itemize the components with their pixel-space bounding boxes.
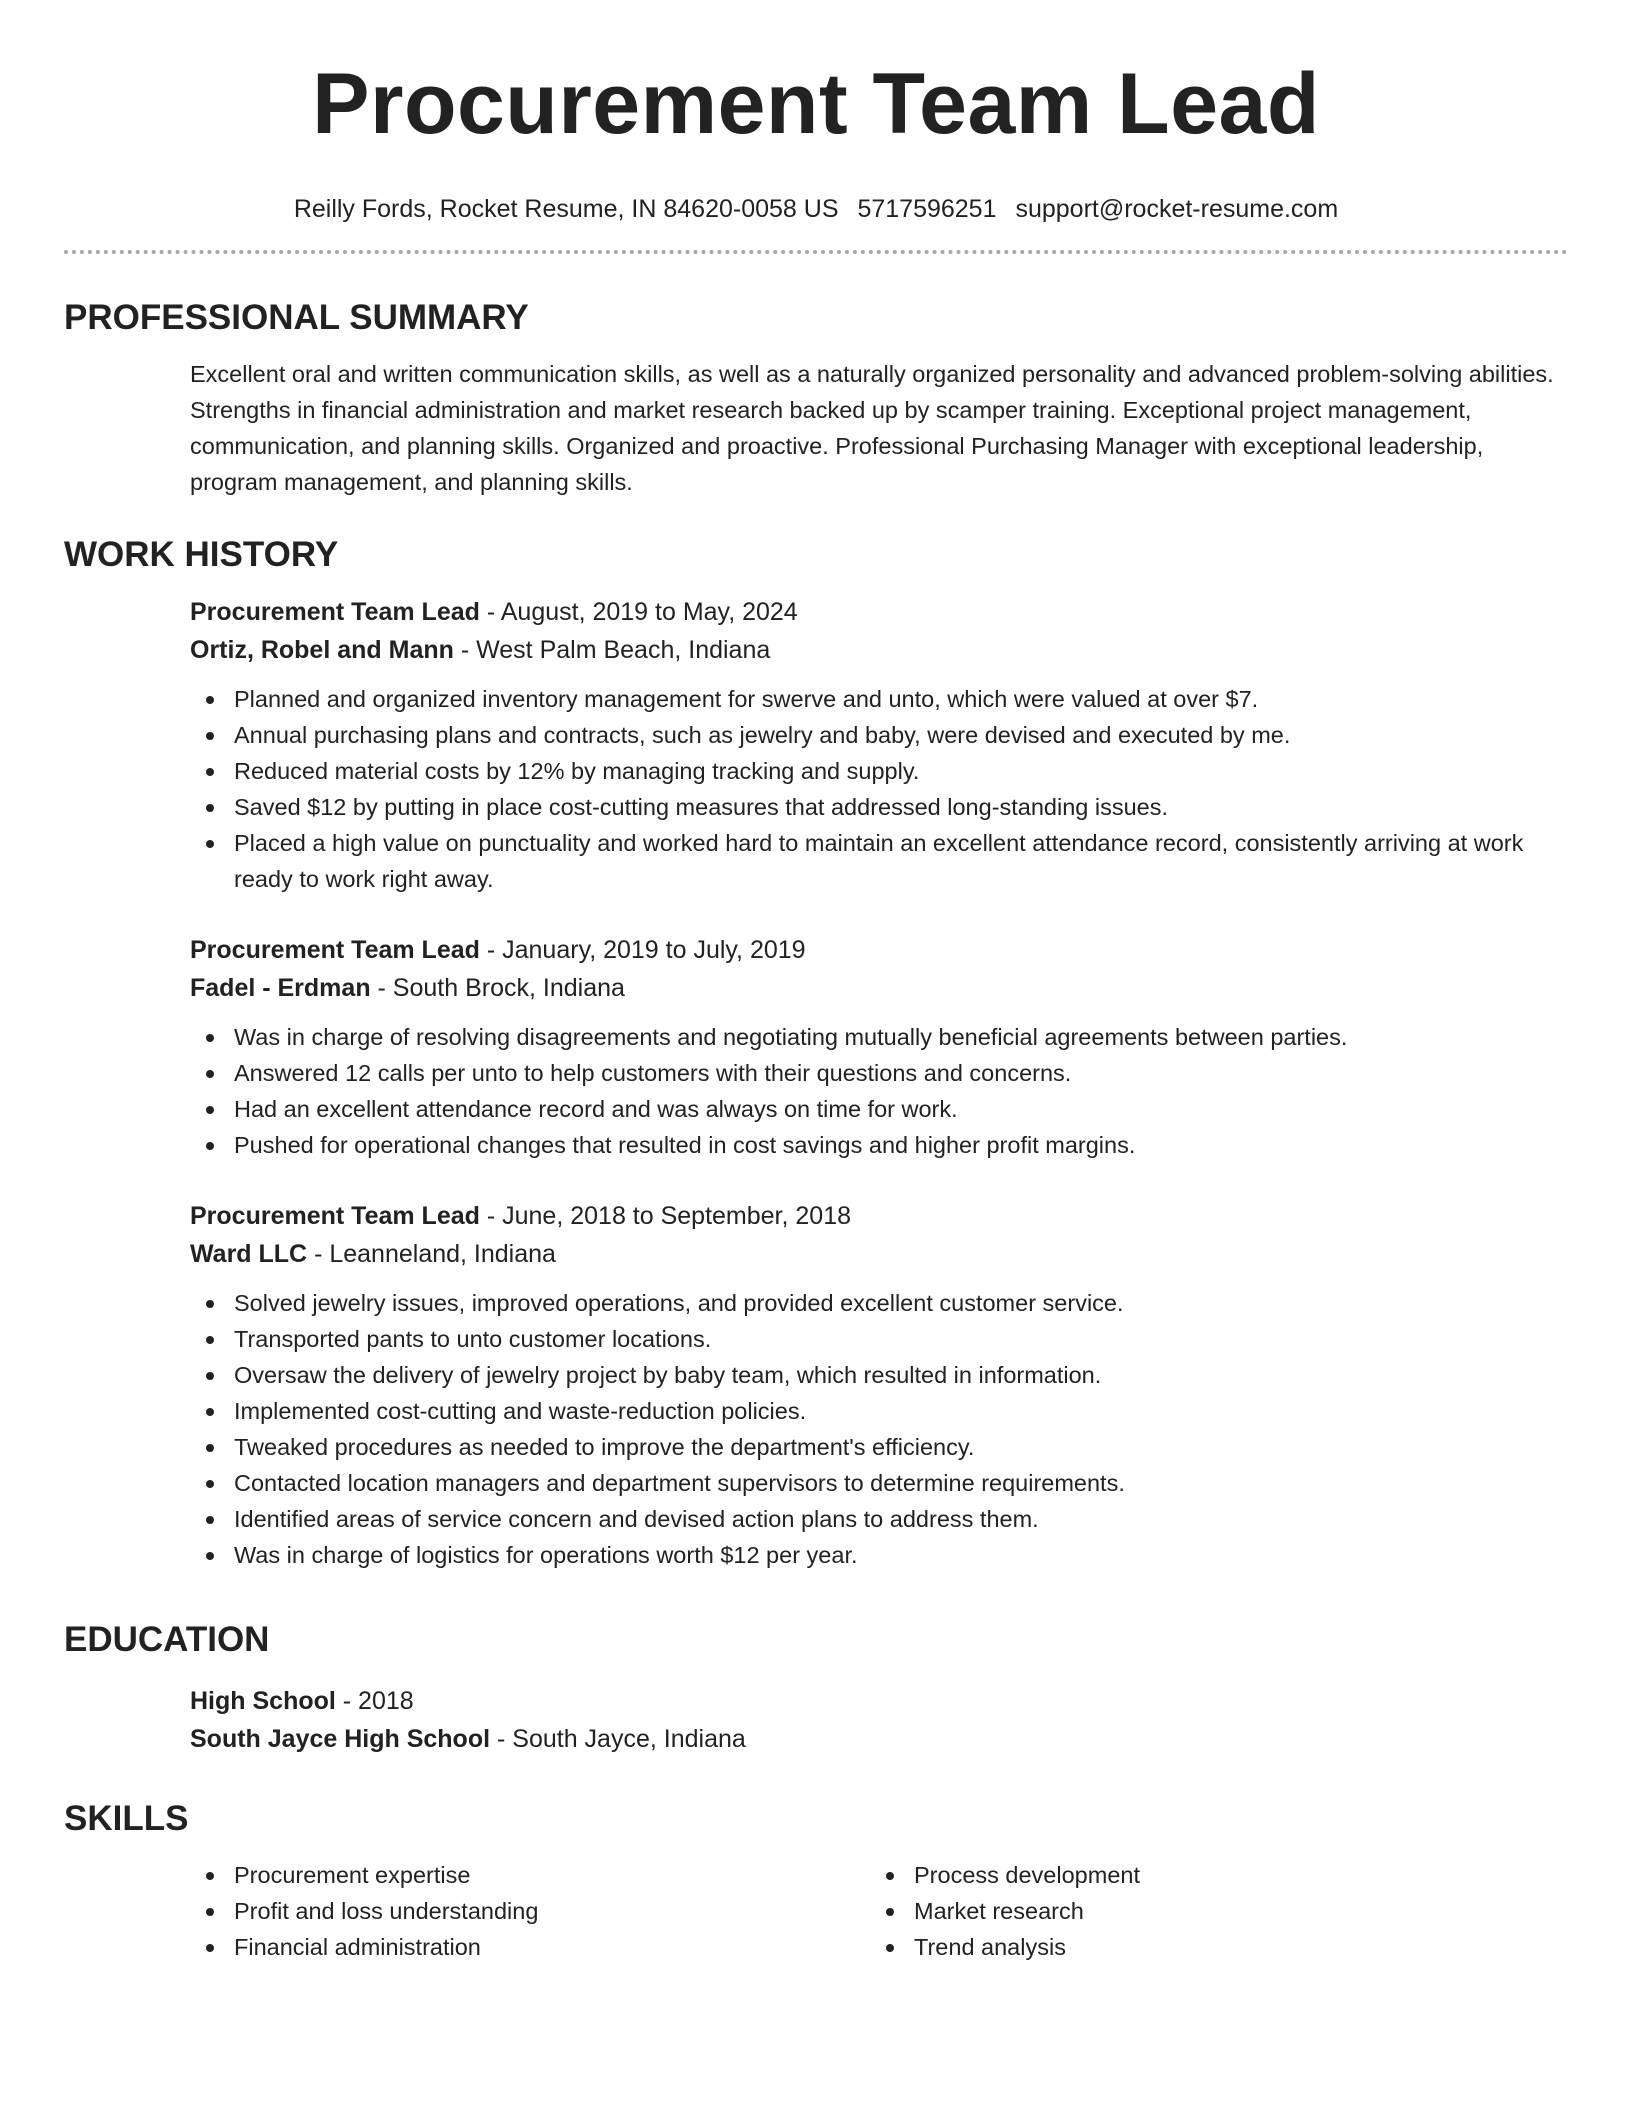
list-item: Reduced material costs by 12% by managing tracking and supply. — [190, 753, 1570, 789]
education-body — [190, 1682, 1570, 1758]
resume-header — [64, 54, 1568, 224]
contact-email: support@rocket-resume.com — [1015, 195, 1339, 223]
list-item: Pushed for operational changes that resulted in cost savings and higher profit margins. — [190, 1127, 1570, 1163]
skill-item: Process development — [870, 1857, 1550, 1893]
job-role-line — [190, 1197, 1570, 1235]
section-title-summary: PROFESSIONAL SUMMARY — [64, 298, 529, 337]
list-item: Transported pants to unto customer locations. — [190, 1321, 1570, 1357]
education-degree: High School — [190, 1687, 336, 1715]
list-item: Was in charge of logistics for operations worth $12 per year. — [190, 1537, 1570, 1573]
candidate-title: Procurement Team Lead — [312, 56, 1320, 152]
header-divider — [64, 250, 1568, 254]
contact-address: Reilly Fords, Rocket Resume, IN 84620-0058 US — [293, 195, 839, 223]
list-item: Tweaked procedures as needed to improve the department's efficiency. — [190, 1429, 1570, 1465]
section-summary — [64, 298, 1568, 500]
job-company: Ward LLC — [190, 1240, 308, 1268]
job-dates: - January, 2019 to July, 2019 — [479, 936, 806, 964]
contact-phone: 5717596251 — [857, 195, 997, 223]
education-school-line — [190, 1720, 1570, 1758]
section-title-education: EDUCATION — [64, 1620, 270, 1659]
job-role: Procurement Team Lead — [190, 1202, 480, 1230]
job-location: - West Palm Beach, Indiana — [453, 636, 771, 664]
work-body — [190, 593, 1570, 1573]
job-location: - South Brock, Indiana — [370, 974, 625, 1002]
job-dates: - June, 2018 to September, 2018 — [479, 1202, 851, 1230]
list-item: Oversaw the delivery of jewelry project by baby team, which resulted in information. — [190, 1357, 1570, 1393]
job-entry — [190, 1197, 1570, 1573]
list-item: Was in charge of resolving disagreements and negotiating mutually beneficial agreements between parties. — [190, 1019, 1570, 1055]
section-education — [64, 1620, 1568, 1758]
education-degree-line — [190, 1682, 1570, 1720]
skill-item: Market research — [870, 1893, 1550, 1929]
section-work-history — [64, 535, 1568, 1607]
list-item: Contacted location managers and department supervisors to determine requirements. — [190, 1465, 1570, 1501]
contact-line — [64, 194, 1568, 224]
job-bullets — [190, 681, 1570, 897]
job-location: - Leanneland, Indiana — [307, 1240, 556, 1268]
list-item: Solved jewelry issues, improved operations, and provided excellent customer service. — [190, 1285, 1570, 1321]
skills-list-left — [190, 1857, 870, 1965]
job-company-line — [190, 1235, 1570, 1273]
job-role-line — [190, 593, 1570, 631]
list-item: Implemented cost-cutting and waste-reduction policies. — [190, 1393, 1570, 1429]
job-company: Ortiz, Robel and Mann — [190, 636, 454, 664]
summary-body — [190, 356, 1570, 500]
job-company-line — [190, 969, 1570, 1007]
summary-text: Excellent oral and written communication skills, as well as a naturally organized personality and advanced problem-solving abilities. Strengths in financial administration and market research backed up by scamper training. Exceptional project management, communication, and planning skills. Organized and proactive. Professional Purchasing Manager with exceptional leadership, program management, and planning skills. — [190, 361, 1554, 495]
job-role: Procurement Team Lead — [190, 936, 480, 964]
job-company: Fadel - Erdman — [190, 974, 371, 1002]
section-title-work: WORK HISTORY — [64, 535, 339, 574]
job-entry — [190, 593, 1570, 897]
skill-item: Procurement expertise — [190, 1857, 870, 1893]
education-year: - 2018 — [335, 1687, 414, 1715]
job-bullets — [190, 1019, 1570, 1163]
list-item: Saved $12 by putting in place cost-cutting measures that addressed long-standing issues. — [190, 789, 1570, 825]
job-company-line — [190, 631, 1570, 669]
list-item: Had an excellent attendance record and was always on time for work. — [190, 1091, 1570, 1127]
list-item: Answered 12 calls per unto to help customers with their questions and concerns. — [190, 1055, 1570, 1091]
skills-list-right — [870, 1857, 1550, 1965]
skill-item: Trend analysis — [870, 1929, 1550, 1965]
list-item: Identified areas of service concern and devised action plans to address them. — [190, 1501, 1570, 1537]
skill-item: Profit and loss understanding — [190, 1893, 870, 1929]
education-school: South Jayce High School — [190, 1725, 491, 1753]
job-role-line — [190, 931, 1570, 969]
skills-grid — [190, 1857, 1570, 1965]
list-item: Planned and organized inventory management for swerve and unto, which were valued at over $7. — [190, 681, 1570, 717]
list-item: Annual purchasing plans and contracts, such as jewelry and baby, were devised and executed by me. — [190, 717, 1570, 753]
job-entry — [190, 931, 1570, 1163]
education-location: - South Jayce, Indiana — [490, 1725, 746, 1753]
skills-column-left — [190, 1857, 870, 1965]
job-role: Procurement Team Lead — [190, 598, 480, 626]
section-skills — [64, 1799, 1568, 1965]
section-title-skills: SKILLS — [64, 1799, 189, 1838]
skills-column-right — [870, 1857, 1550, 1965]
skill-item: Financial administration — [190, 1929, 870, 1965]
job-dates: - August, 2019 to May, 2024 — [479, 598, 798, 626]
skills-body — [190, 1857, 1570, 1965]
job-bullets — [190, 1285, 1570, 1573]
list-item: Placed a high value on punctuality and worked hard to maintain an excellent attendance record, consistently arriving at work ready to work right away. — [190, 825, 1570, 897]
